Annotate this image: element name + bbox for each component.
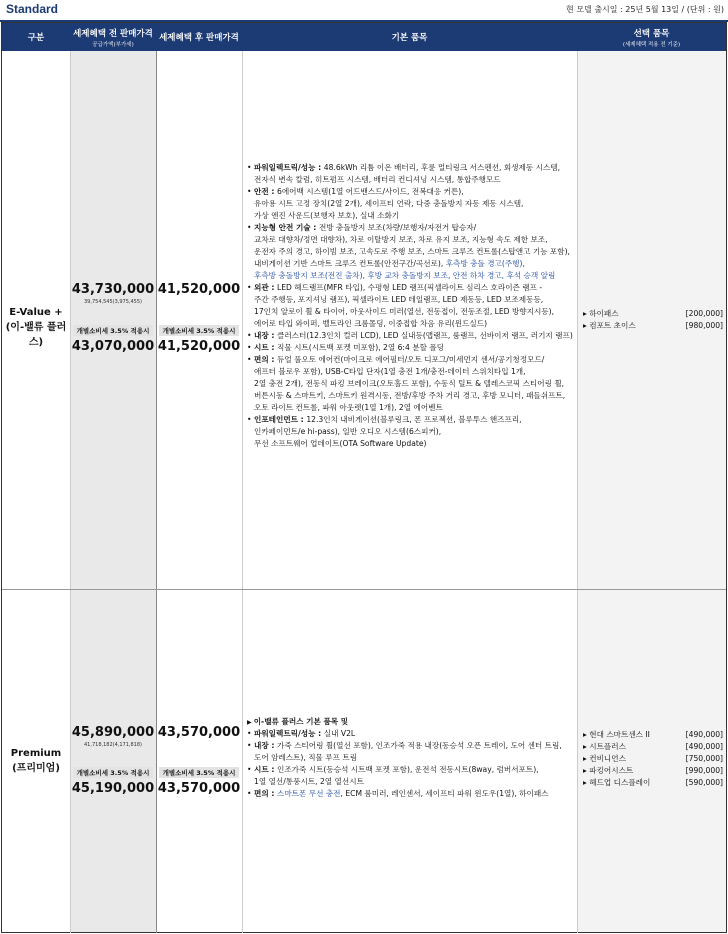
option-item: ▸ 파킹어시스트 [990,000] <box>583 765 723 777</box>
top-bar <box>0 0 728 22</box>
trim-name-evalue: E-Value + (이-밸류 플러스) <box>5 307 67 348</box>
col-after-tax: 세제혜택 후 판매가격 <box>159 33 239 43</box>
option-item: ▸ 하이패스 [200,000] <box>583 308 723 320</box>
before-tax-bg-2 <box>70 590 156 932</box>
tax-tag: 개별소비세 3.5% 적용시 <box>159 767 239 778</box>
col-options: 선택 품목 <box>633 28 670 39</box>
feature-item: • 편의 : 스마트폰 무선 충전, ECM 룸미러, 레인센서, 세이프티 파워 윈도우(1열), 하이패스 <box>247 788 577 800</box>
col-before-tax: 세제혜택 전 판매가격 <box>73 28 153 39</box>
trim-name-premium: Premium (프리미엄) <box>10 748 62 774</box>
option-item: ▸ 헤드업 디스플레이 [590,000] <box>583 777 723 789</box>
price-after-tax-35: 43,570,000 <box>157 781 241 796</box>
release-info: 현 모델 출시일 : 25년 5월 13일 / (단위 : 원) <box>566 5 724 14</box>
col-divider <box>70 51 71 933</box>
option-item: ▸ 컴포트 초이스 [980,000] <box>583 320 723 332</box>
col-divider <box>156 51 157 933</box>
page-title: Standard <box>6 2 59 16</box>
premium-lead: ▶ 이-밸류 플러스 기본 품목 및 <box>247 716 577 729</box>
col-trim: 구분 <box>27 33 45 43</box>
price-after-tax: 41,520,000 <box>157 282 241 297</box>
tax-tag: 개별소비세 3.5% 적용시 <box>73 767 153 778</box>
price-after-tax: 43,570,000 <box>157 725 241 740</box>
feature-item: • 안전 : 6에어백 시스템(1열 어드밴스드/사이드, 전복대응 커튼), 유아용 시트 고정 장치(2열 2개), 세이프티 언락, 다중 충돌방지 자동 제동 시스템, 가상 엔진 사운드(보행자 보호), 실내 소화기 <box>247 186 577 222</box>
price-before-tax: 43,730,000 <box>71 282 155 297</box>
options-list-premium <box>583 729 723 789</box>
price-before-tax: 45,890,000 <box>71 725 155 740</box>
col-options-sub: (세제혜택 적용 전 기준) <box>622 41 681 48</box>
col-divider <box>242 51 243 933</box>
feature-item: • 내장 : 클러스터(12.3인치 컬러 LCD), LED 실내등(맵램프, 룸램프, 선바이저 램프, 러기지 램프) <box>247 330 577 342</box>
col-features: 기본 품목 <box>391 33 428 43</box>
options-list-evalue <box>583 308 723 332</box>
feature-item: • 시트 : 인조가죽 시트(동승석 시트백 포켓 포함), 운전석 전동시트(8way, 럼버서포트), 1열 열선/통풍시트, 2열 열선시트 <box>247 764 577 788</box>
feature-list-evalue <box>247 162 577 450</box>
option-item: ▸ 컨비니언스 [750,000] <box>583 753 723 765</box>
price-supply: 39,754,545(3,975,455) <box>84 299 142 305</box>
col-divider <box>577 51 578 933</box>
tax-tag: 개별소비세 3.5% 적용시 <box>159 325 239 336</box>
feature-item: • 인포테인먼트 : 12.3인치 내비게이션(블루링크, 폰 프로젝션, 블루투스 핸즈프리, 인카페이먼트/e hi-pass), 일반 오디오 시스템(6스피커), 무선 소프트웨어 업데이트(OTA Software Update) <box>247 414 577 450</box>
price-before-tax-35: 43,070,000 <box>71 339 155 354</box>
before-tax-bg-1 <box>70 51 156 589</box>
price-after-tax-35: 41,520,000 <box>157 339 241 354</box>
feature-item: • 파워일렉트릭/성능 : 48.6kWh 리튬 이온 배터리, 후륜 멀티링크 서스펜션, 회생제동 시스템, 전자식 변속 칼럼, 히트펌프 시스템, 배터리 컨디셔닝 시스템, 통합주행모드 <box>247 162 577 186</box>
table-header <box>2 23 726 51</box>
feature-item: • 내장 : 가죽 스티어링 휠(열선 포함), 인조가죽 적용 내장(동승석 오픈 트레이, 도어 센터 트림, 도어 암레스트), 직물 루프 트림 <box>247 740 577 764</box>
option-item: ▸ 현대 스마트센스 II [490,000] <box>583 729 723 741</box>
price-supply: 41,718,182(4,171,818) <box>84 742 142 748</box>
feature-item: • 파워일렉트릭/성능 : 실내 V2L <box>247 728 577 740</box>
feature-item: • 외관 : LED 헤드램프(MFR 타입), 수평형 LED 램프(픽셀라이트 심리스 호라이즌 램프 - 주간 주행등, 포지셔닝 램프), 픽셀라이트 LED 테일램프, LED 제동등, LED 보조제동등, 17인치 알로이 휠 & 타이어, 아웃사이드 미러(열선, 전동접이, 전동조절, LED 방향지시등), 에어로 타입 와이퍼, 벨트라인 크롬몰딩, 이중접합 차음 유리(윈드실드) <box>247 282 577 330</box>
tax-tag: 개별소비세 3.5% 적용시 <box>73 325 153 336</box>
feature-item: • 지능형 안전 기술 : 전방 충돌방지 보조(차량/보행자/자전거 탑승자/ 교차로 대향차/정면 대향차), 차로 이탈방지 보조, 차로 유지 보조, 지능형 속도 제한 보조, 운전자 주의 경고, 하이빔 보조, 고속도로 주행 보조, 스마트 크루즈 컨트롤(스탑앤고 기능 포함), 내비게이션 기반 스마트 크루즈 컨트롤(안전구간/곡선로), 후측방 충돌 경고(주행), 후측방 충돌방지 보조(전진 출차), 후방 교차 충돌방지 보조, 안전 하차 경고, 후석 승객 알림 <box>247 222 577 282</box>
feature-list-premium <box>247 728 577 800</box>
row-divider <box>2 589 726 590</box>
feature-item: • 편의 : 듀얼 풀오토 에어컨(마이크로 에어필터/오토 디포그/미세먼지 센서/공기청정모드/ 애프터 블로우 포함), USB-C타입 단자(1열 충전 1개/충전-데이터 스위치타입 1개, 2열 충전 2개), 전동식 파킹 브레이크(오토홀드 포함), 수동식 틸트 & 텔레스코픽 스티어링 휠, 버튼시동 & 스마트키, 스마트키 원격시동, 전방/후방 주차 거리 경고, 후방 모니터, 패들쉬프트, 오토 라이트 컨트롤, 파워 아웃렛(1열 1개), 2열 에어벤트 <box>247 354 577 414</box>
col-before-tax-sub: 공급가액(부가세) <box>92 41 134 48</box>
price-before-tax-35: 45,190,000 <box>71 781 155 796</box>
feature-item: • 시트 : 직물 시트(시트백 포켓 미포함), 2열 6:4 분할 폴딩 <box>247 342 577 354</box>
option-item: ▸ 시트플러스 [490,000] <box>583 741 723 753</box>
